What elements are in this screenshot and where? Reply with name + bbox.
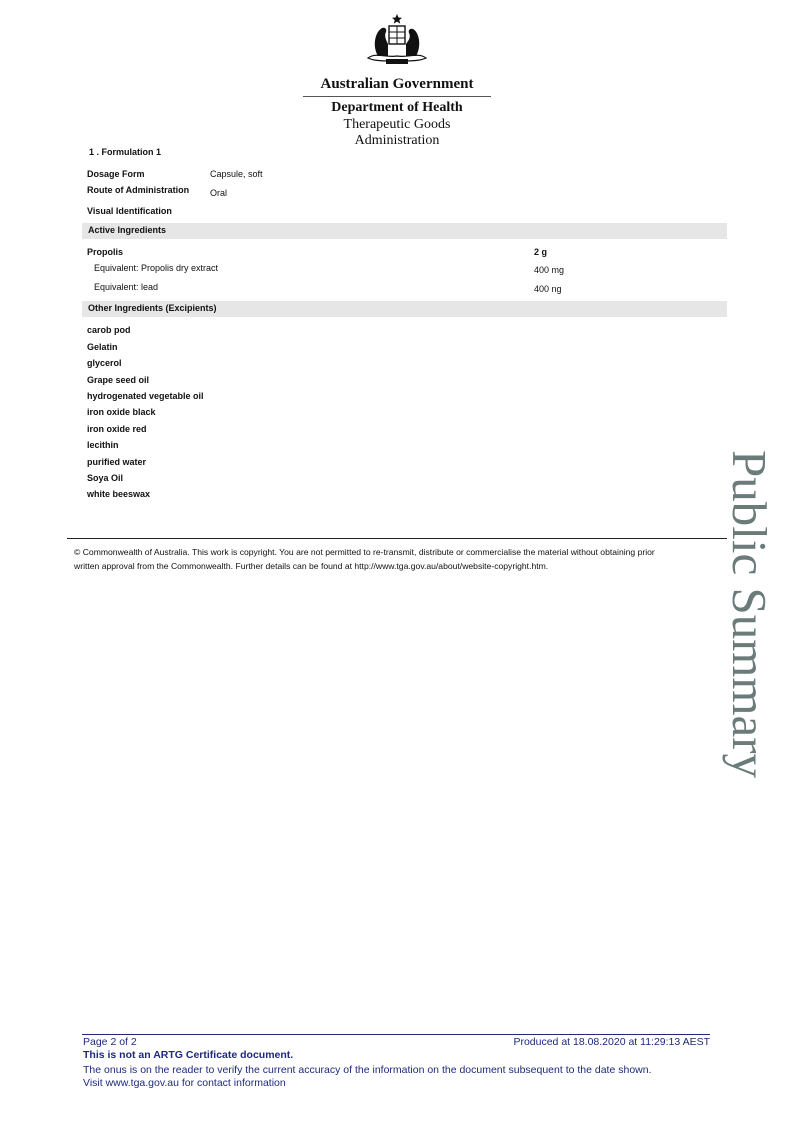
active-ingredients-heading: Active Ingredients	[88, 225, 167, 235]
excipient-item: Grape seed oil	[87, 375, 150, 385]
excipient-item: lecithin	[87, 440, 119, 450]
active-ingredients-header	[82, 223, 727, 239]
equivalent-ingredient-amount: 400 ng	[534, 284, 562, 294]
page-number: Page 2 of 2	[83, 1036, 137, 1048]
route-label: Route of Administration	[87, 185, 190, 195]
equivalent-ingredient-amount: 400 mg	[534, 265, 565, 275]
excipient-item: Gelatin	[87, 342, 118, 352]
excipients-heading: Other Ingredients (Excipients)	[88, 303, 217, 313]
coat-of-arms-icon	[358, 12, 436, 68]
header-divider	[303, 96, 491, 97]
excipient-item: glycerol	[87, 358, 122, 368]
copyright-notice	[74, 545, 734, 573]
artg-notice: This is not an ARTG Certificate document.	[83, 1049, 294, 1061]
active-ingredient-amount: 2 g	[534, 247, 548, 257]
excipient-item: carob pod	[87, 325, 131, 335]
equivalent-ingredient-name: Equivalent: lead	[94, 282, 159, 292]
dosage-form-label: Dosage Form	[87, 169, 145, 179]
produced-timestamp: Produced at 18.08.2020 at 11:29:13 AEST	[513, 1036, 710, 1048]
excipient-item: Soya Oil	[87, 473, 124, 483]
footer-divider	[82, 1034, 710, 1035]
government-name: Australian Government	[320, 76, 474, 92]
content-divider	[67, 538, 727, 539]
excipient-item: hydrogenated vegetable oil	[87, 391, 204, 401]
contact-info: Visit www.tga.gov.au for contact information	[83, 1077, 286, 1089]
equivalent-ingredient-name: Equivalent: Propolis dry extract	[94, 263, 219, 273]
department-name: Department of Health	[331, 100, 463, 115]
copyright-line: written approval from the Commonwealth. Further details can be found at http://www.tga.gov.au/about/website-copyright.htm.	[74, 561, 549, 571]
dosage-form-value: Capsule, soft	[210, 169, 263, 179]
agency-name: Therapeutic Goods Administration	[343, 117, 451, 148]
onus-statement: The onus is on the reader to verify the current accuracy of the information on the document subsequent to the date shown.	[83, 1064, 652, 1076]
public-summary-label: Public Summary	[722, 450, 777, 779]
route-value: Oral	[210, 188, 228, 198]
excipient-item: white beeswax	[87, 489, 151, 499]
excipient-item: purified water	[87, 457, 147, 467]
visual-identification-label: Visual Identification	[87, 206, 172, 216]
active-ingredient-name: Propolis	[87, 247, 124, 257]
excipient-item: iron oxide black	[87, 407, 156, 417]
copyright-line: © Commonwealth of Australia. This work is copyright. You are not permitted to re-transmit, distribute or commercialise the material without obtaining prior	[74, 547, 655, 557]
formulation-title: 1 . Formulation 1	[89, 147, 162, 157]
excipients-header	[82, 301, 727, 317]
excipient-item: iron oxide red	[87, 424, 147, 434]
